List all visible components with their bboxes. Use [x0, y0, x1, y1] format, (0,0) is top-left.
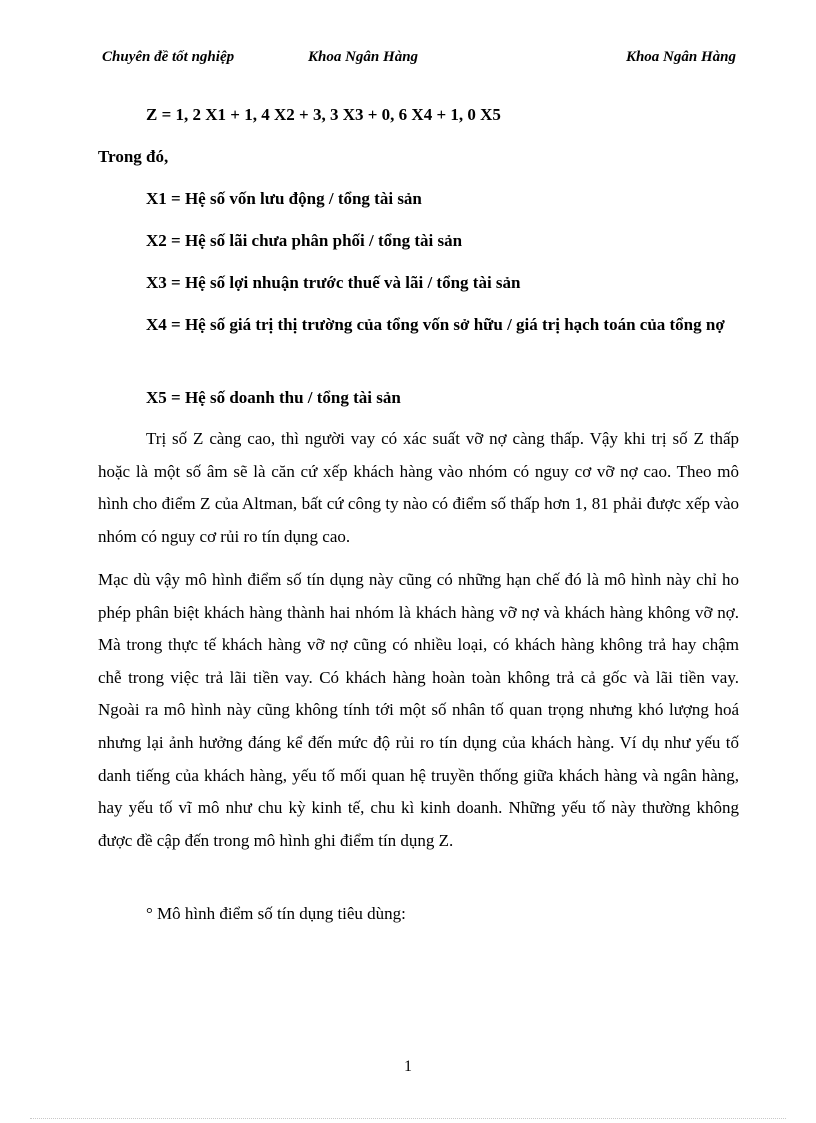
header-faculty-center: Khoa Ngân Hàng — [308, 49, 419, 65]
running-header — [102, 49, 736, 69]
variable-x1: X1 = Hệ số vốn lưu động / tổng tài sản — [146, 189, 422, 208]
header-thesis-title: Chuyên đề tốt nghiệp — [102, 49, 235, 65]
header-faculty-right: Khoa Ngân Hàng — [625, 49, 736, 65]
paragraph-consumer-credit-model: ° Mô hình điểm số tín dụng tiêu dùng: — [146, 904, 406, 923]
paragraph-z-interpretation: Trị số Z càng cao, thì người vay có xác suất vỡ nợ càng thấp. Vậy khi trị số Z thấp hoặc là một số âm sẽ là căn cứ xếp khách hàng vào nhóm có nguy cơ vỡ nợ cao. Theo mô hình cho điểm Z của Altman, bất cứ công ty nào có điểm số thấp hơn 1, 81 phải được xếp vào nhóm có nguy cơ rủi ro tín dụng cao. — [98, 429, 739, 546]
page-bottom-divider — [30, 1118, 786, 1119]
variable-x2: X2 = Hệ số lãi chưa phân phối / tổng tài sản — [146, 231, 463, 250]
paragraph-model-limitations: Mạc dù vậy mô hình điểm số tín dụng này cũng có những hạn chế đó là mô hình này chỉ ho phép phân biệt khách hàng thành hai nhóm là khách hàng vỡ nợ và khách hàng không vỡ nợ. Mà trong thực tế khách hàng vỡ nợ cũng có nhiều loại, có khách hàng không trả hay chậm chễ trong việc trả lãi tiền vay. Có khách hàng hoàn toàn không trả cả gốc và lãi tiền vay. Ngoài ra mô hình này cũng không tính tới một số nhân tố quan trọng nhưng khó lượng hoá nhưng lại ảnh hưởng đáng kể đến mức độ rủi ro tín dụng của khách hàng. Ví dụ như yếu tố danh tiếng của khách hàng, yếu tố mối quan hệ truyền thống giữa khách hàng và ngân hàng, hay yếu tố vĩ mô như chu kỳ kinh tế, chu kì kinh doanh. Những yếu tố này thường không được đề cập đến trong mô hình ghi điểm tín dụng Z. — [98, 570, 739, 850]
page-number: 1 — [404, 1058, 412, 1075]
where-label: Trong đó, — [98, 147, 169, 166]
variable-x4: X4 = Hệ số giá trị thị trường của tổng vốn sở hữu / giá trị hạch toán của tổng nợ — [146, 315, 725, 334]
z-score-formula: Z = 1, 2 X1 + 1, 4 X2 + 3, 3 X3 + 0, 6 X4 + 1, 0 X5 — [146, 105, 501, 124]
variable-x3: X3 = Hệ số lợi nhuận trước thuế và lãi / tổng tài sản — [146, 273, 521, 292]
variable-x5: X5 = Hệ số doanh thu / tổng tài sản — [146, 388, 401, 407]
